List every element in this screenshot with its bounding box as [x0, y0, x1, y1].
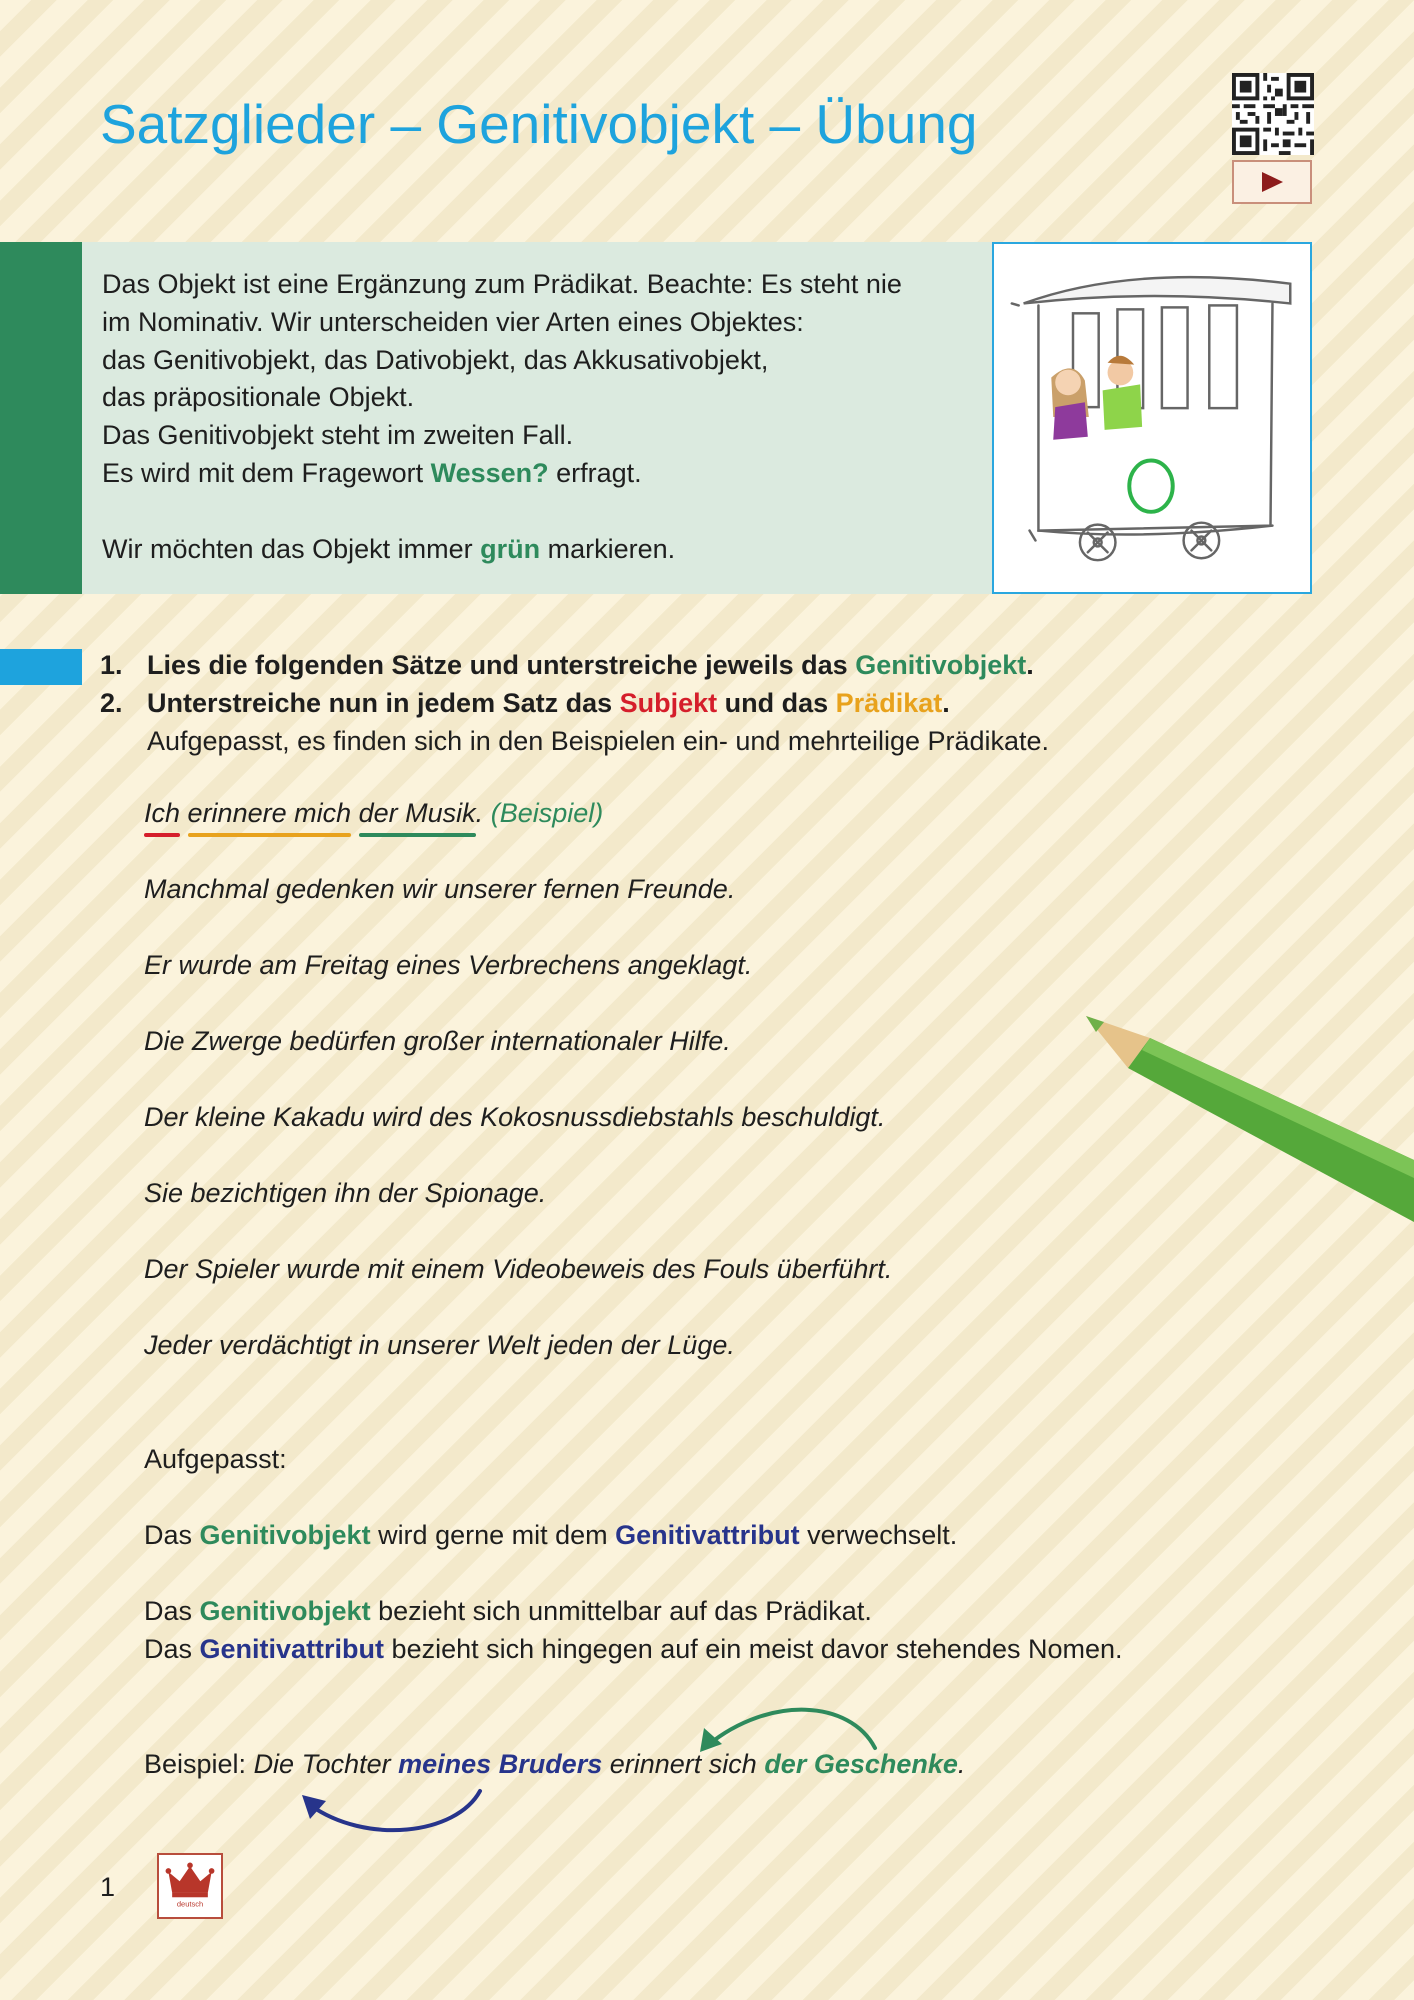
task-list	[100, 646, 1300, 760]
notes-example: Beispiel: Die Tochter meines Bruders erinnert sich der Geschenke.	[144, 1749, 966, 1779]
exercise-sentence[interactable]: Der kleine Kakadu wird des Kokosnussdiebstahls beschuldigt.	[144, 1102, 886, 1132]
example-object: der Musik	[358, 798, 476, 828]
notes-heading: Aufgepasst:	[144, 1444, 287, 1474]
term-genitivobjekt: Genitivobjekt	[199, 1520, 371, 1550]
page-title: Satzglieder – Genitivobjekt – Übung	[100, 93, 978, 155]
play-button[interactable]	[1232, 160, 1312, 204]
mark-word: grün	[480, 533, 541, 564]
info-blank-line	[102, 493, 982, 531]
exercise-sentence[interactable]: Manchmal gedenken wir unserer fernen Freunde.	[144, 874, 736, 904]
task-number: 1.	[100, 650, 123, 680]
play-icon	[1259, 170, 1285, 194]
task-text: Unterstreiche nun in jedem Satz das Subjekt und das Prädikat.	[147, 688, 950, 718]
info-text	[102, 266, 982, 568]
info-accent-bar	[0, 242, 82, 594]
info-mark-line: Wir möchten das Objekt immer grün markieren.	[102, 533, 676, 564]
arrow-to-noun	[296, 1785, 492, 1845]
info-line: das präpositionale Objekt.	[102, 382, 415, 413]
example-tag: (Beispiel)	[490, 798, 604, 828]
info-question-line: Es wird mit dem Fragewort Wessen? erfragt.	[102, 457, 642, 488]
exercise-sentence[interactable]: Er wurde am Freitag eines Verbrechens angeklagt.	[144, 950, 753, 980]
info-line: Das Genitivobjekt steht im zweiten Fall.	[102, 420, 574, 451]
example-predicate: erinnere mich	[187, 798, 352, 828]
info-line: im Nominativ. Wir unterscheiden vier Arten eines Objektes:	[102, 306, 804, 337]
exercise-sentence[interactable]: Sie bezichtigen ihn der Spionage.	[144, 1178, 547, 1208]
task-note: Aufgepasst, es finden sich in den Beispielen ein- und mehrteilige Prädikate.	[147, 726, 1050, 756]
notes-line-3: Das Genitivattribut bezieht sich hingegen auf ein meist davor stehendes Nomen.	[144, 1634, 1123, 1664]
logo-text: deutsch	[176, 1899, 204, 1909]
notes-line-1: Das Genitivobjekt wird gerne mit dem Genitivattribut verwechselt.	[144, 1520, 958, 1550]
question-word: Wessen?	[430, 457, 549, 488]
wagon-illustration	[992, 242, 1312, 594]
example-genitive-object: der Geschenke	[764, 1749, 958, 1779]
task-text: Lies die folgenden Sätze und unterstreiche jeweils das Genitivobjekt.	[147, 650, 1034, 680]
arrow-to-predicate	[690, 1690, 890, 1760]
task-accent-bar	[0, 649, 82, 685]
example-attribute: meines Bruders	[398, 1749, 603, 1779]
term-genitivattribut: Genitivattribut	[199, 1634, 385, 1664]
page-number: 1	[100, 1872, 116, 1902]
notes-line-2: Das Genitivobjekt bezieht sich unmittelbar auf das Prädikat.	[144, 1596, 872, 1626]
task-number: 2.	[100, 688, 123, 718]
term-genitivobjekt: Genitivobjekt	[199, 1596, 371, 1626]
term-genitivattribut: Genitivattribut	[615, 1520, 800, 1550]
task-2	[100, 684, 1300, 722]
task-2-note	[100, 722, 1300, 760]
exercise-sentence[interactable]: Jeder verdächtigt in unserer Welt jeden der Lüge.	[144, 1330, 735, 1360]
exercise-sentence[interactable]: Die Zwerge bedürfen großer internationaler Hilfe.	[144, 1026, 731, 1056]
info-line: das Genitivobjekt, das Dativobjekt, das Akkusativobjekt,	[102, 344, 769, 375]
crown-logo-icon	[157, 1853, 223, 1919]
highlight-praedikat: Prädikat	[835, 688, 943, 718]
example-subject: Ich	[144, 798, 181, 828]
task-1	[100, 646, 1300, 684]
highlight-subjekt: Subjekt	[619, 688, 718, 718]
exercise-sentence[interactable]: Der Spieler wurde mit einem Videobeweis des Fouls überführt.	[144, 1254, 893, 1284]
info-line: Das Objekt ist eine Ergänzung zum Prädikat. Beachte: Es steht nie	[102, 269, 902, 299]
pencil-icon	[1080, 1010, 1414, 1240]
example-sentence: Ich erinnere mich der Musik. (Beispiel)	[144, 798, 604, 828]
highlight-genitivobjekt: Genitivobjekt	[855, 650, 1027, 680]
sentence-list	[144, 798, 1244, 1406]
qr-code-icon[interactable]	[1232, 73, 1314, 155]
